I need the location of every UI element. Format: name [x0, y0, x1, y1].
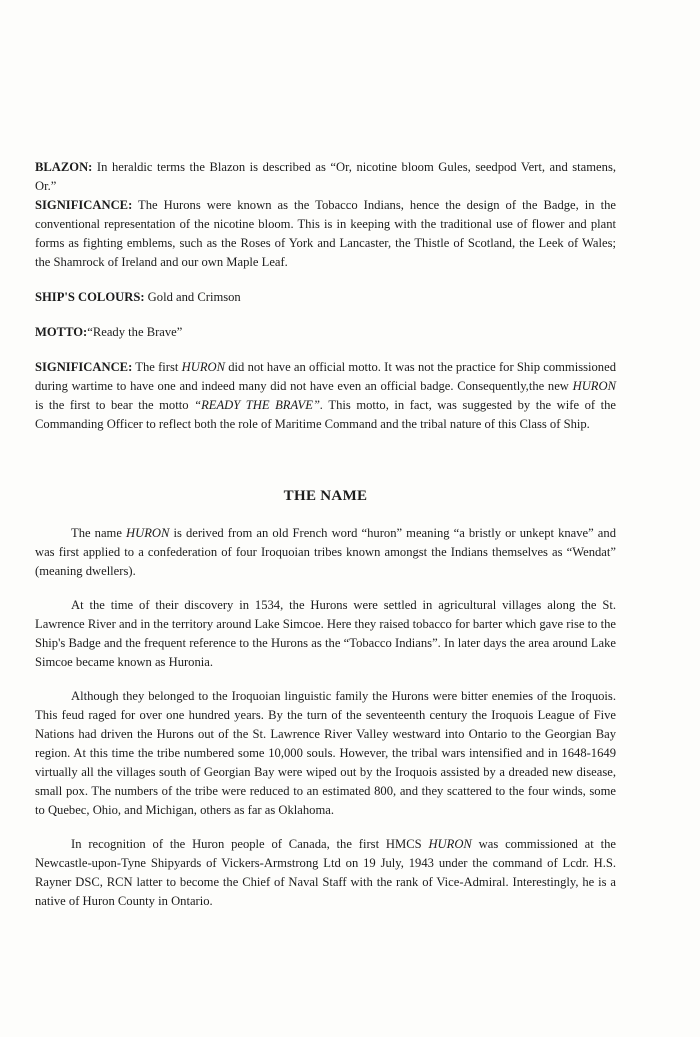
significance-motto-text-a: The first: [132, 360, 182, 374]
motto-text: “Ready the Brave”: [87, 325, 183, 339]
iroquois-feud-paragraph: Although they belonged to the Iroquoian linguistic family the Hurons were bitter enemies of the Iroquois. This feud raged for over one hundred years. By the turn of the seventeenth century the Iroquois League of Five Nations had driven the Hurons out of the St. Lawrence River Valley westward into Ontario to the Georgian Bay region. At this time the tribe numbered some 10,000 souls. However, the tribal wars intensified and in 1648-1649 virtually all the villages south of Georgian Bay were wiped out by the Iroquois assisted by a dreaded new disease, small pox. The numbers of the tribe were reduced to an estimated 800, and they scattered to the four winds, some to Quebec, Ohio, and Michigan, others as far as Oklahoma.: [35, 689, 616, 817]
ship-name-italic: HURON: [181, 360, 226, 374]
motto-label: MOTTO:: [35, 325, 88, 339]
ships-colours-label: SHIP'S COLOURS:: [35, 290, 145, 304]
name-origin-text-a: The name: [71, 526, 127, 540]
significance-badge-text: The Hurons were known as the Tobacco Indians, hence the design of the Badge, in the conventional representation of the nicotine bloom. This is in keeping with the traditional use of flower and plant forms as fighting emblems, such as the Roses of York and Lancaster, the Thistle of Scotland, the Leek of Wales; the Shamrock of Ireland and our own Maple Leaf.: [35, 198, 616, 269]
ship-name-italic: HURON: [126, 526, 170, 540]
name-origin-paragraph: [35, 524, 616, 581]
significance-badge-paragraph: [35, 196, 616, 272]
commissioning-text-a: In recognition of the Huron people of Canada, the first HMCS: [71, 837, 429, 851]
ships-colours-text: Gold and Crimson: [144, 290, 241, 304]
significance-motto-label: SIGNIFICANCE:: [35, 360, 133, 374]
discovery-paragraph: At the time of their discovery in 1534, the Hurons were settled in agricultural villages along the St. Lawrence River and in the territory around Lake Simcoe. Here they raised tobacco for barter which gave rise to the Ship's Badge and the frequent reference to the Hurons as the “Tobacco Indians”. In later days the area around Lake Simcoe became known as Huronia.: [35, 598, 616, 669]
significance-label: SIGNIFICANCE:: [35, 198, 133, 212]
blazon-text: In heraldic terms the Blazon is described as “Or, nicotine bloom Gules, seedpod Vert, and stamens, Or.”: [35, 160, 616, 193]
name-origin-text-b: is derived from an old French word “huron” meaning “a bristly or unkept knave” and was first applied to a confederation of four Iroquoian tribes known amongst the Indians themselves as “Wendat” (meaning dwellers).: [35, 526, 616, 578]
motto-paragraph: [35, 323, 616, 342]
significance-motto-paragraph: [35, 358, 616, 434]
section-heading-the-name: THE NAME: [283, 488, 368, 504]
ship-name-italic: HURON: [428, 837, 472, 851]
blazon-label: BLAZON:: [35, 160, 93, 174]
significance-motto-text-b: did not have an official motto. It was not the practice for Ship commissioned during wartime to have one and indeed many did not have even an official badge. Consequently,the new: [35, 360, 616, 393]
commissioning-paragraph: [35, 835, 616, 911]
ship-name-italic: HURON: [572, 379, 616, 393]
commissioning-text-b: was commissioned at the Newcastle-upon-Tyne Shipyards of Vickers-Armstrong Ltd on 19 July, 1943 under the command of Lcdr. H.S. Rayner DSC, RCN latter to become the Chief of Naval Staff with the rank of Vice-Admiral. Interestingly, he is a native of Huron County in Ontario.: [35, 837, 616, 908]
ships-colours-paragraph: [35, 288, 616, 307]
motto-italic: “READY THE BRAVE”.: [194, 398, 324, 412]
significance-motto-text-d: This motto, in fact, was suggested by the wife of the Commanding Officer to reflect both the role of Maritime Command and the tribal nature of this Class of Ship.: [35, 398, 616, 431]
significance-motto-text-c: is the first to bear the motto: [35, 398, 195, 412]
blazon-paragraph: [35, 158, 616, 196]
